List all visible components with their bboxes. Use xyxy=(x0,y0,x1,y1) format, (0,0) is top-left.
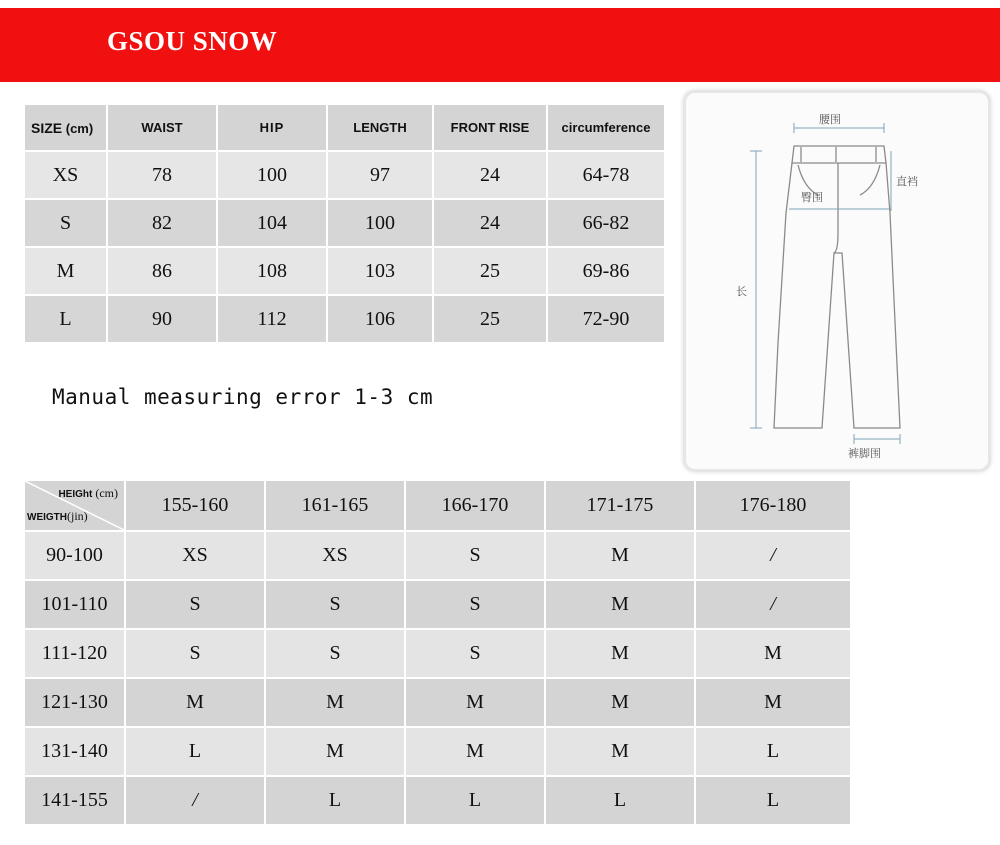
recommended-size: L xyxy=(695,776,851,825)
waist-value: 90 xyxy=(107,295,217,343)
hip-value: 108 xyxy=(217,247,327,295)
length-column-header: LENGTH xyxy=(327,105,433,151)
waist-value: 78 xyxy=(107,151,217,199)
hip-value: 104 xyxy=(217,199,327,247)
weight-word: WEIGTH xyxy=(27,512,67,523)
recommended-size: M xyxy=(695,629,851,678)
length-value: 106 xyxy=(327,295,433,343)
recommended-size: M xyxy=(545,629,695,678)
recommended-size: S xyxy=(405,531,545,580)
recommended-size: L xyxy=(695,727,851,776)
pants-measurement-diagram xyxy=(683,90,991,472)
recommended-size: XS xyxy=(125,531,265,580)
length-label: 长 xyxy=(736,285,747,298)
circumference-value: 64-78 xyxy=(547,151,665,199)
recommended-size: M xyxy=(545,727,695,776)
weight-row-131-140 xyxy=(25,727,851,776)
weight-row-121-130 xyxy=(25,678,851,727)
recommended-size: S xyxy=(405,629,545,678)
size-label: S xyxy=(25,199,107,247)
size-row-xs xyxy=(25,151,665,199)
recommended-size: M xyxy=(545,531,695,580)
leg-opening-label: 裤脚围 xyxy=(848,447,881,460)
recommended-size: S xyxy=(405,580,545,629)
height-unit: (cm) xyxy=(95,486,118,500)
hip-value: 112 xyxy=(217,295,327,343)
recommended-size: S xyxy=(265,580,405,629)
recommended-size: L xyxy=(125,727,265,776)
weight-row-141-155 xyxy=(25,776,851,825)
size-label: M xyxy=(25,247,107,295)
hip-column-header: HIP xyxy=(217,105,327,151)
recommended-size: L xyxy=(405,776,545,825)
size-row-m xyxy=(25,247,665,295)
recommended-size: L xyxy=(545,776,695,825)
size-label: L xyxy=(25,295,107,343)
recommended-size: S xyxy=(125,629,265,678)
recommended-size: M xyxy=(545,580,695,629)
recommended-size: / xyxy=(695,580,851,629)
size-column-header: SIZE (cm) xyxy=(25,105,107,151)
height-weight-fit-table xyxy=(25,481,852,826)
recommended-size: M xyxy=(265,727,405,776)
hip-value: 100 xyxy=(217,151,327,199)
size-row-s xyxy=(25,199,665,247)
recommended-size: M xyxy=(405,678,545,727)
recommended-size: / xyxy=(695,531,851,580)
length-value: 100 xyxy=(327,199,433,247)
size-chart-table xyxy=(25,105,666,344)
weight-range-label: 101-110 xyxy=(25,580,125,629)
size-row-l xyxy=(25,295,665,343)
circumference-column-header: circumference xyxy=(547,105,665,151)
waist-label: 腰围 xyxy=(819,113,841,126)
weight-range-label: 131-140 xyxy=(25,727,125,776)
front-rise-value: 25 xyxy=(433,295,547,343)
recommended-size: S xyxy=(125,580,265,629)
recommended-size: S xyxy=(265,629,405,678)
hip-label: 臀围 xyxy=(801,191,823,204)
circumference-value: 72-90 xyxy=(547,295,665,343)
front-rise-value: 25 xyxy=(433,247,547,295)
recommended-size: / xyxy=(125,776,265,825)
measuring-error-note: Manual measuring error 1-3 cm xyxy=(52,385,434,409)
waist-value: 82 xyxy=(107,199,217,247)
height-header-row xyxy=(25,481,851,531)
weight-row-90-100 xyxy=(25,531,851,580)
height-range-header: 161-165 xyxy=(265,481,405,531)
weight-row-101-110 xyxy=(25,580,851,629)
pants-outline-icon xyxy=(686,93,988,469)
front-rise-value: 24 xyxy=(433,151,547,199)
weight-range-label: 141-155 xyxy=(25,776,125,825)
length-value: 97 xyxy=(327,151,433,199)
circumference-value: 66-82 xyxy=(547,199,665,247)
weight-range-label: 121-130 xyxy=(25,678,125,727)
recommended-size: M xyxy=(125,678,265,727)
height-range-header: 155-160 xyxy=(125,481,265,531)
front-rise-column-header: FRONT RISE xyxy=(433,105,547,151)
recommended-size: M xyxy=(695,678,851,727)
header-banner xyxy=(0,8,1000,82)
recommended-size: M xyxy=(405,727,545,776)
waist-value: 86 xyxy=(107,247,217,295)
recommended-size: L xyxy=(265,776,405,825)
height-range-header: 166-170 xyxy=(405,481,545,531)
front-rise-label: 直裆 xyxy=(896,175,918,188)
recommended-size: XS xyxy=(265,531,405,580)
waist-column-header: WAIST xyxy=(107,105,217,151)
length-value: 103 xyxy=(327,247,433,295)
weight-range-label: 90-100 xyxy=(25,531,125,580)
size-label: XS xyxy=(25,151,107,199)
height-word: HEIGht xyxy=(58,489,93,500)
weight-unit: (jin) xyxy=(67,509,88,523)
recommended-size: M xyxy=(265,678,405,727)
size-chart-header-row xyxy=(25,105,665,151)
height-weight-corner-header xyxy=(25,481,125,531)
recommended-size: M xyxy=(545,678,695,727)
height-range-header: 171-175 xyxy=(545,481,695,531)
front-rise-value: 24 xyxy=(433,199,547,247)
brand-title: GSOU SNOW xyxy=(107,26,278,56)
height-range-header: 176-180 xyxy=(695,481,851,531)
weight-row-111-120 xyxy=(25,629,851,678)
circumference-value: 69-86 xyxy=(547,247,665,295)
weight-range-label: 111-120 xyxy=(25,629,125,678)
